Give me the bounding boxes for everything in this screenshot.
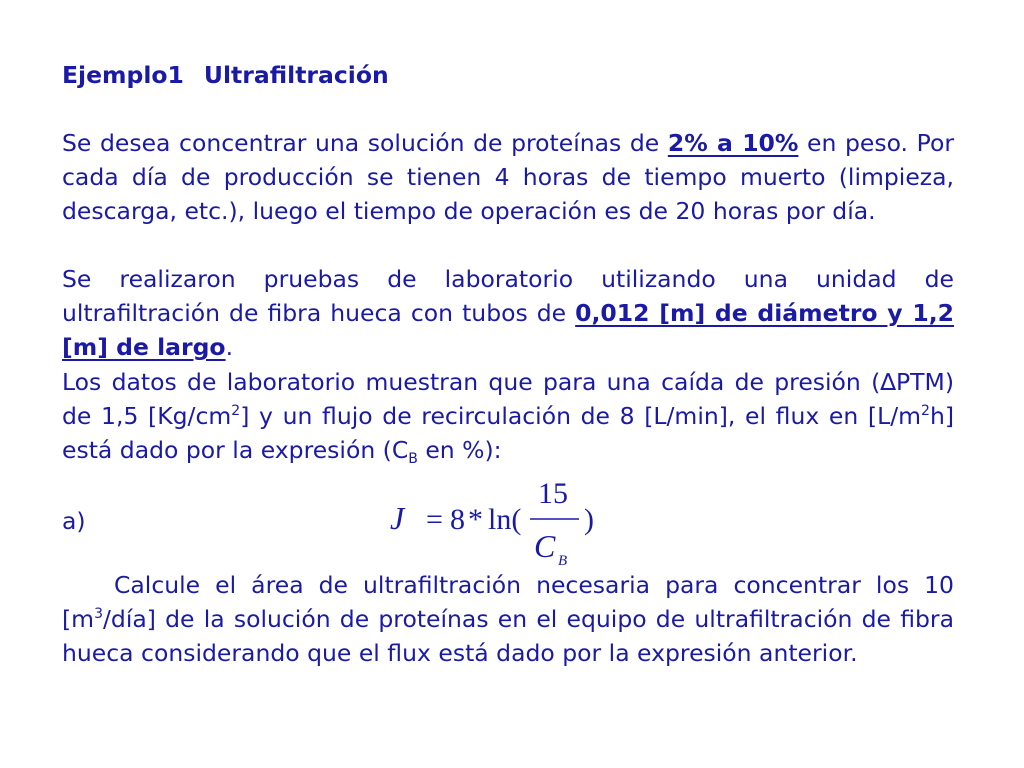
concentration-range: 2% a 10% (667, 129, 799, 157)
paragraph-lab-tests (62, 262, 954, 364)
equation-operator: * (468, 503, 483, 536)
example-label: Ejemplo1 (62, 61, 184, 89)
equation-numerator: 15 (538, 477, 568, 510)
tube-dimensions: 0,012 [m] de diámetro y 1,2 [m] de largo (62, 299, 954, 361)
text: ] y un flujo de recirculación de 8 [L/min], el flux en [L/m (240, 402, 922, 430)
item-label-a: a) (62, 507, 86, 535)
paragraph-lab-data (62, 365, 954, 467)
equation-function: ln( (488, 503, 522, 536)
text: en %): (417, 436, 502, 464)
text: Se desea concentrar una solución de proteínas de (62, 129, 668, 157)
superscript: 2 (921, 403, 930, 419)
equation-equals: = (426, 503, 443, 536)
text: /día] de la solución de proteínas en el equipo de ultrafiltración de fibra hueca considerando que el flux está dado por la expresión anterior. (62, 605, 954, 667)
topic-label: Ultrafiltración (203, 61, 389, 89)
flux-equation (388, 476, 618, 568)
text: Calcule el área de ultrafiltración necesaria para concentrar los 10 [m (62, 571, 954, 633)
subscript: B (408, 451, 418, 467)
text: en peso. Por cada día de producción se tienen 4 horas de tiempo muerto (limpieza, descarga, etc.), luego el tiempo de operación es de 20 horas por día. (62, 129, 954, 225)
text: . (225, 333, 234, 361)
equation-lhs: J (390, 500, 405, 536)
slide-title (62, 58, 954, 92)
superscript: 3 (94, 606, 103, 622)
text: PTM) de 1,5 [Kg/cm (62, 368, 954, 430)
superscript: 2 (231, 403, 241, 419)
text: Los datos de laboratorio muestran que para una caída de presión ( (62, 368, 881, 396)
equation-denominator: C (534, 528, 556, 564)
delta-symbol: ∆ (880, 368, 897, 396)
equation-close-paren: ) (584, 503, 594, 536)
equation-denominator-subscript: B (558, 553, 568, 568)
text: Se realizaron pruebas de laboratorio utilizando una unidad de ultrafiltración de fibra hueca con tubos de (62, 265, 954, 327)
text: h] está dado por la expresión (C (62, 402, 954, 464)
paragraph-task (62, 568, 954, 670)
paragraph-problem (62, 126, 954, 228)
equation-coefficient: 8 (450, 503, 465, 536)
